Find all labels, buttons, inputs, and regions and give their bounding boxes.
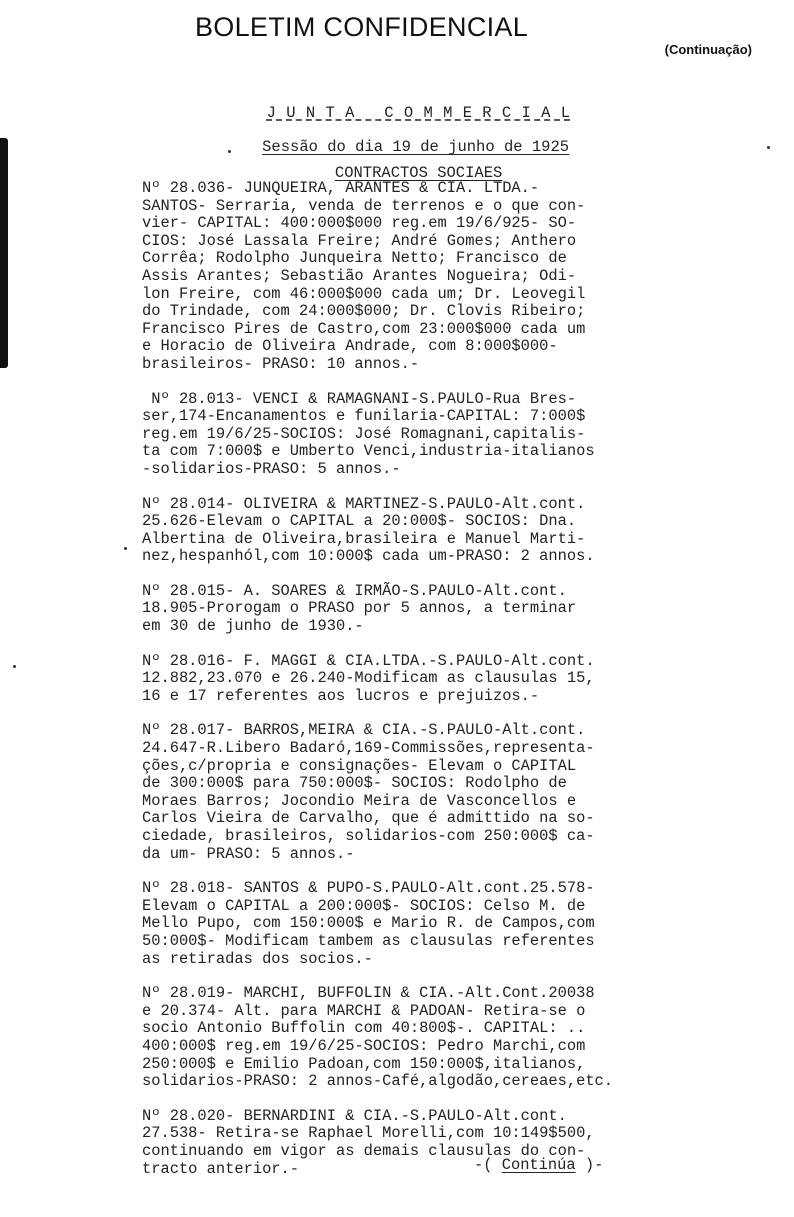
entry-line: Nº 28.016- F. MAGGI & CIA.LTDA.-S.PAULO-Alt.cont. [142,651,595,670]
entry-line: Nº 28.018- SANTOS & PUPO-S.PAULO-Alt.cont.25.578- [142,879,595,898]
entry-line: 24.647-R.Libero Badaró,169-Commissões,representa- [142,739,595,758]
entry-line: Albertina de Oliveira,brasileira e Manuel Marti- [142,529,586,548]
entry-block [142,722,662,863]
entry-line: Mello Pupo, com 150:000$ e Mario R. de Campos,com [142,914,595,933]
entry-block [142,985,662,1091]
entry-line: 250:000$ e Emilio Padoan,com 150:000$,italianos, [142,1054,586,1073]
entry-block [142,496,662,566]
entry-block [142,180,662,374]
entry-line: Nº 28.015- A. SOARES & IRMÃO-S.PAULO-Alt.cont. [142,581,567,600]
entry-line: ta com 7:000$ e Umberto Venci,industria-italianos [142,442,595,461]
entry-line: e Horacio de Oliveira Andrade, com 8:000$000- [142,337,558,356]
entry-line: Nº 28.036- JUNQUEIRA, ARANTES & CIA. LTDA.- [142,179,540,197]
subheading: CONTRACTOS SOCIAES [334,164,503,182]
entries-list [142,180,662,1195]
entry-block [142,391,662,479]
entry-line: Nº 28.014- OLIVEIRA & MARTINEZ-S.PAULO-Alt.cont. [142,494,586,513]
entry-block [142,583,662,636]
session-date: Sessão do dia 19 de junho de 1925 [262,138,570,156]
ink-speck [124,547,127,550]
entry-line: Corrêa; Rodolpho Junqueira Netto; Francisco de [142,249,567,268]
entry-line: Nº 28.017- BARROS,MEIRA & CIA.-S.PAULO-Alt.cont. [142,721,586,740]
entry-line: 25.626-Elevam o CAPITAL a 20:000$- SOCIOS: Dna. [142,512,577,531]
entry-line: 18.905-Prorogam o PRASO por 5 annos, a terminar [142,599,577,618]
entry-line: solidarios-PRASO: 2 annos-Café,algodão,cereaes,etc. [142,1072,614,1091]
entry-line: do Trindade, com 24:000$000; Dr. Clovis Ribeiro; [142,302,586,321]
entry-line: continuando em vigor as demais clausulas do con- [142,1141,586,1160]
entry-line: reg.em 19/6/25-SOCIOS: José Romagnani,capitalis- [142,424,586,443]
entry-block [142,653,662,706]
entry-line: 16 e 17 referentes aos lucros e prejuizos.- [142,686,540,705]
entry-line: Moraes Barros; Jocondio Meira de Vasconcellos e [142,791,577,810]
section-heading: J U N T A C O M M E R C I A L [266,104,571,122]
entry-line: ciedade, brasileiros, solidarios-com 250:000$ ca- [142,827,595,845]
entry-line: da um- PRASO: 5 annos.- [142,844,355,863]
entry-line: tracto anterior.- [142,1159,300,1178]
entry-line: SANTOS- Serraria, venda de terrenos e o que con- [142,196,586,215]
entry-line: Carlos Vieira de Carvalho, que é admittido na so- [142,809,595,828]
entry-line: e 20.374- Alt. para MARCHI & PADOAN- Retira-se o [142,1001,586,1020]
entry-line: brasileiros- PRASO: 10 annos.- [142,354,420,373]
continuation-note: (Continuação) [664,42,752,57]
entry-line: 27.538- Retira-se Raphael Morelli,com 10:149$500, [142,1124,595,1143]
entry-line: lon Freire, com 46:000$000 cada um; Dr. Leovegil [142,284,586,303]
entry-line: nez,hespanhól,com 10:000$ cada um-PRASO: 2 annos. [142,547,595,566]
continua-label: Continúa [501,1156,576,1174]
entry-line: Nº 28.013- VENCI & RAMAGNANI-S.PAULO-Rua Bres- [142,389,577,408]
entry-block [142,880,662,968]
continua-footer: -( Continúa )- [474,1156,604,1174]
entry-line: Nº 28.019- MARCHI, BUFFOLIN & CIA.-Alt.Cont.20038 [142,984,595,1003]
entry-line: CIOS: José Lassala Freire; André Gomes; Anthero [142,231,577,250]
entry-line: 400:000$ reg.em 19/6/25-SOCIOS: Pedro Marchi,com [142,1036,586,1055]
entry-line: 50:000$- Modificam tambem as clausulas referentes [142,931,595,950]
entry-line: Elevam o CAPITAL a 200:000$- SOCIOS: Celso M. de [142,896,586,915]
entry-line: vier- CAPITAL: 400:000$000 reg.em 19/6/925- SO- [142,214,577,233]
entry-line: ções,c/propria e consignações- Elevam o CAPITAL [142,756,577,775]
ink-speck [13,665,16,668]
entry-line: de 300:000$ para 750:000$- SOCIOS: Rodolpho de [142,774,567,793]
entry-line: socio Antonio Buffolin com 40:800$-. CAPITAL: .. [142,1019,586,1038]
entry-line: -solidarios-PRASO: 5 annos.- [142,459,401,478]
entry-line: em 30 de junho de 1930.- [142,617,364,636]
entry-line: 12.882,23.070 e 26.240-Modificam as clausulas 15, [142,669,595,688]
entry-line: Nº 28.020- BERNARDINI & CIA.-S.PAULO-Alt.cont. [142,1106,567,1125]
document-title: BOLETIM CONFIDENCIAL [195,12,529,42]
entry-line: as retiradas dos socios.- [142,949,373,968]
entry-line: Assis Arantes; Sebastião Arantes Nogueira; Odi- [142,266,577,285]
entry-line: ser,174-Encanamentos e funilaria-CAPITAL: 7:000$ [142,407,586,426]
entry-line: Francisco Pires de Castro,com 23:000$000 cada um [142,319,586,338]
